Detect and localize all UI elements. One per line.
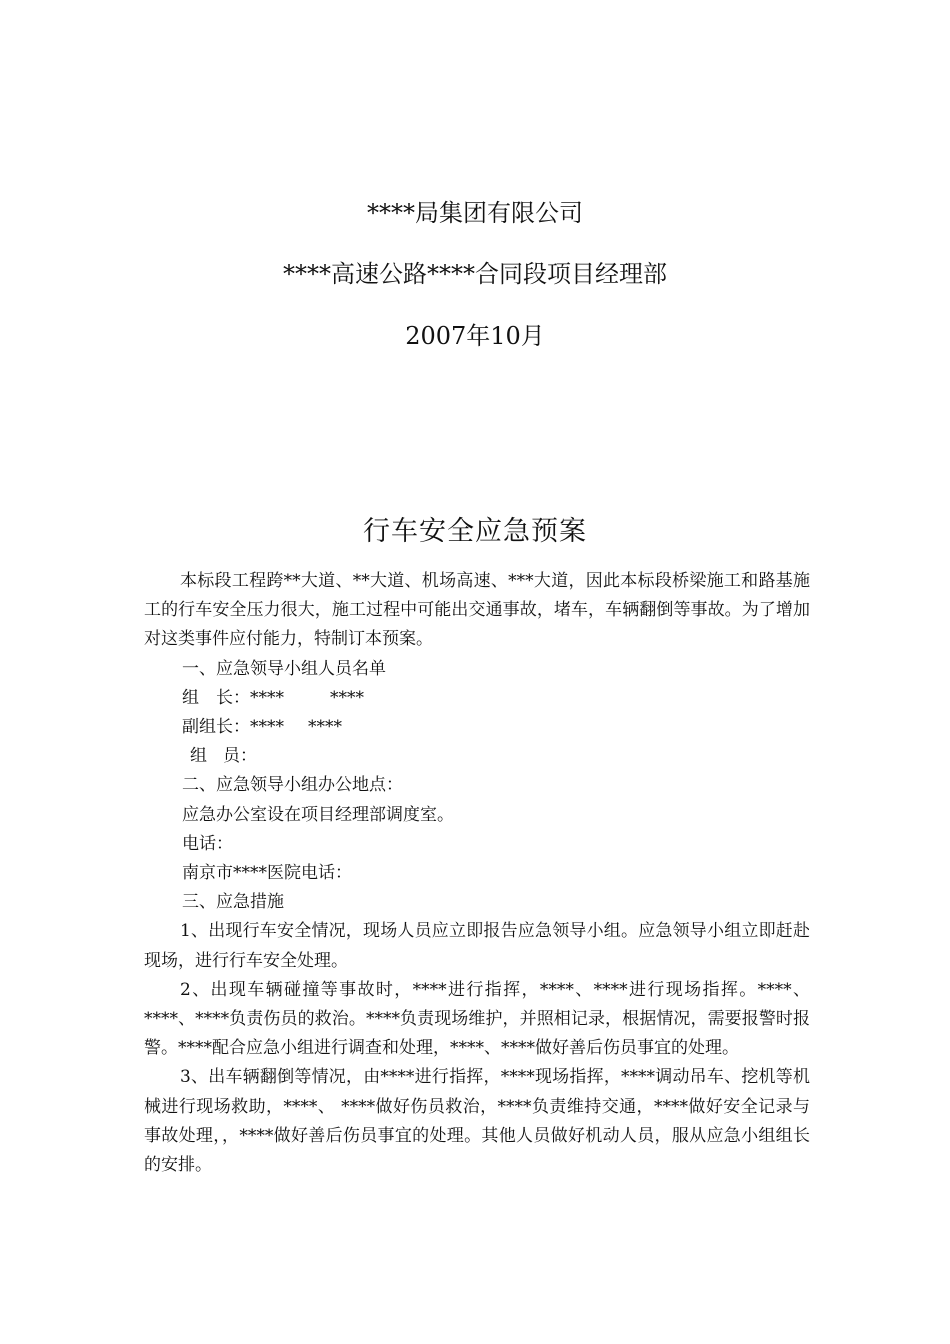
document-title: 行车安全应急预案 <box>363 516 587 547</box>
cover-company-name: ****局集团有限公司 <box>367 199 583 227</box>
office-location: 应急办公室设在项目经理部调度室。 <box>182 804 454 825</box>
cover-date: 2007年10月 <box>405 322 545 350</box>
leader-line <box>144 684 810 713</box>
members-line <box>144 742 810 771</box>
measure-3: 3、出车辆翻倒等情况，由****进行指挥，****现场指挥，****调动吊车、挖机等机械进行现场救助，****、 ****做好伤员救治，****负责维持交通，****做好安全记录与事故处理，，****做好善后伤员事宜的处理。其他人员做好机动人员，服从应急小组组长的安排。 <box>144 1067 810 1176</box>
leader-name-1: **** <box>250 687 284 708</box>
deputy-name-2: **** <box>308 717 342 738</box>
members-label-a: 组 <box>190 746 207 767</box>
deputy-label: 副组长： <box>182 717 250 738</box>
intro-paragraph: 本标段工程跨**大道、**大道、机场高速、***大道，因此本标段桥梁施工和路基施工的行车安全压力很大，施工过程中可能出交通事故，堵车，车辆翻倒等事故。为了增加对这类事件应付能力，特制订本预案。 <box>144 571 810 650</box>
measure-1: 1、出现行车安全情况，现场人员应立即报告应急领导小组。应急领导小组立即赶赴现场，进行行车安全处理。 <box>144 921 810 971</box>
leader-name-2: **** <box>330 687 364 708</box>
phone-label: 电话： <box>182 833 233 854</box>
section-2-heading: 二、应急领导小组办公地点： <box>182 775 403 796</box>
document-body <box>144 567 810 1180</box>
hospital-phone-label: 南京市****医院电话： <box>182 863 352 884</box>
deputy-leader-line <box>144 713 810 742</box>
leader-label: 组 长： <box>182 687 250 708</box>
section-1-heading: 一、应急领导小组人员名单 <box>182 658 386 679</box>
cover-department-name: ****高速公路****合同段项目经理部 <box>283 260 667 288</box>
section-3-heading: 三、应急措施 <box>182 892 284 913</box>
members-label-b: 员： <box>223 746 257 767</box>
deputy-name-1: **** <box>250 717 284 738</box>
measure-2: 2、出现车辆碰撞等事故时，****进行指挥，****、****进行现场指挥。****、****、****负责伤员的救治。****负责现场维护，并照相记录，根据情况，需要报警时报警。****配合应急小组进行调查和处理，****、****做好善后伤员事宜的处理。 <box>144 979 810 1059</box>
